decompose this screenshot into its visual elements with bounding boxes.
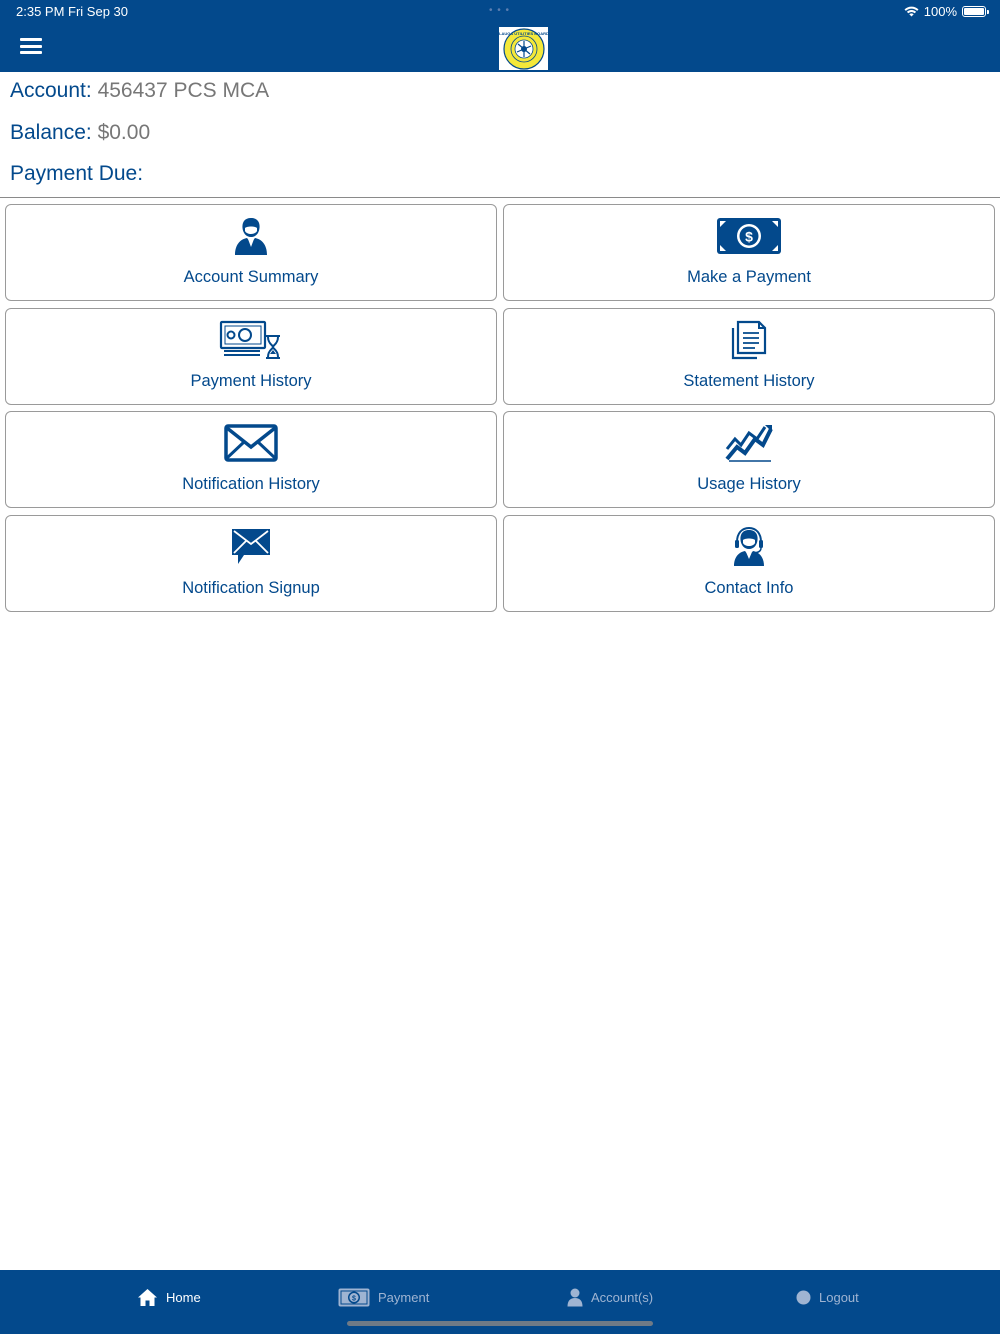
account-summary-tile[interactable] [5, 204, 497, 301]
status-time: 2:35 PM Fri Sep 30 [16, 4, 128, 19]
tile-label: Account Summary [183, 268, 319, 286]
tile-label: Contact Info [704, 578, 794, 597]
account-value: 456437 PCS MCA [97, 79, 270, 102]
svg-text:$: $ [745, 228, 753, 245]
tile-label: Make a Payment [687, 268, 811, 286]
usage-history-tile[interactable] [503, 411, 995, 508]
battery-percent: 100% [923, 4, 957, 19]
tab-payment-label: Payment [378, 1289, 430, 1305]
balance-value: $0.00 [97, 120, 151, 144]
money-hourglass-icon [220, 320, 282, 360]
person-icon [233, 216, 269, 256]
payment-due-label: Payment Due: [10, 162, 144, 185]
documents-icon [729, 320, 769, 360]
tab-payment[interactable] [338, 1284, 429, 1310]
payment-due-row [10, 159, 990, 201]
trend-chart-icon [725, 423, 773, 463]
tab-accounts[interactable] [567, 1284, 653, 1310]
account-label: Account: [10, 79, 92, 102]
tile-label: Payment History [190, 371, 312, 390]
tile-label: Notification History [182, 475, 320, 493]
money-bill-icon [338, 1288, 370, 1307]
notification-signup-tile[interactable] [5, 515, 497, 612]
message-bubble-icon [230, 527, 272, 567]
balance-label: Balance: [10, 120, 92, 144]
envelope-icon [224, 423, 278, 463]
money-bill-icon [716, 217, 782, 255]
make-payment-tile[interactable] [503, 204, 995, 301]
wifi-icon [904, 6, 919, 17]
divider [0, 197, 1000, 198]
tab-home[interactable] [137, 1284, 201, 1310]
svg-text:$: $ [352, 1295, 356, 1302]
tile-label: Usage History [697, 475, 801, 493]
app-header [0, 0, 1000, 72]
person-icon [567, 1288, 583, 1307]
multitask-dots[interactable]: • • • [489, 5, 511, 16]
tab-accounts-label: Account(s) [591, 1289, 654, 1305]
account-info [10, 76, 990, 201]
account-row [10, 76, 990, 118]
tab-logout[interactable] [796, 1284, 859, 1310]
tile-label: Notification Signup [182, 578, 320, 597]
battery-icon [962, 6, 986, 17]
status-indicators [904, 4, 986, 19]
balance-row [10, 118, 990, 160]
contact-info-tile[interactable] [503, 515, 995, 612]
logout-icon [796, 1290, 811, 1305]
menu-button[interactable] [20, 38, 42, 54]
tab-logout-label: Logout [819, 1289, 859, 1305]
logo [499, 27, 548, 70]
home-indicator[interactable] [347, 1321, 653, 1326]
tile-label: Statement History [683, 371, 815, 390]
logo-text: LAUGA UTILITIES BOARD [498, 30, 549, 36]
payment-history-tile[interactable] [5, 308, 497, 405]
home-icon [137, 1288, 158, 1307]
statement-history-tile[interactable] [503, 308, 995, 405]
seal-logo-icon [498, 28, 549, 70]
notification-history-tile[interactable] [5, 411, 497, 508]
tab-home-label: Home [166, 1289, 201, 1305]
headset-agent-icon [732, 527, 766, 567]
